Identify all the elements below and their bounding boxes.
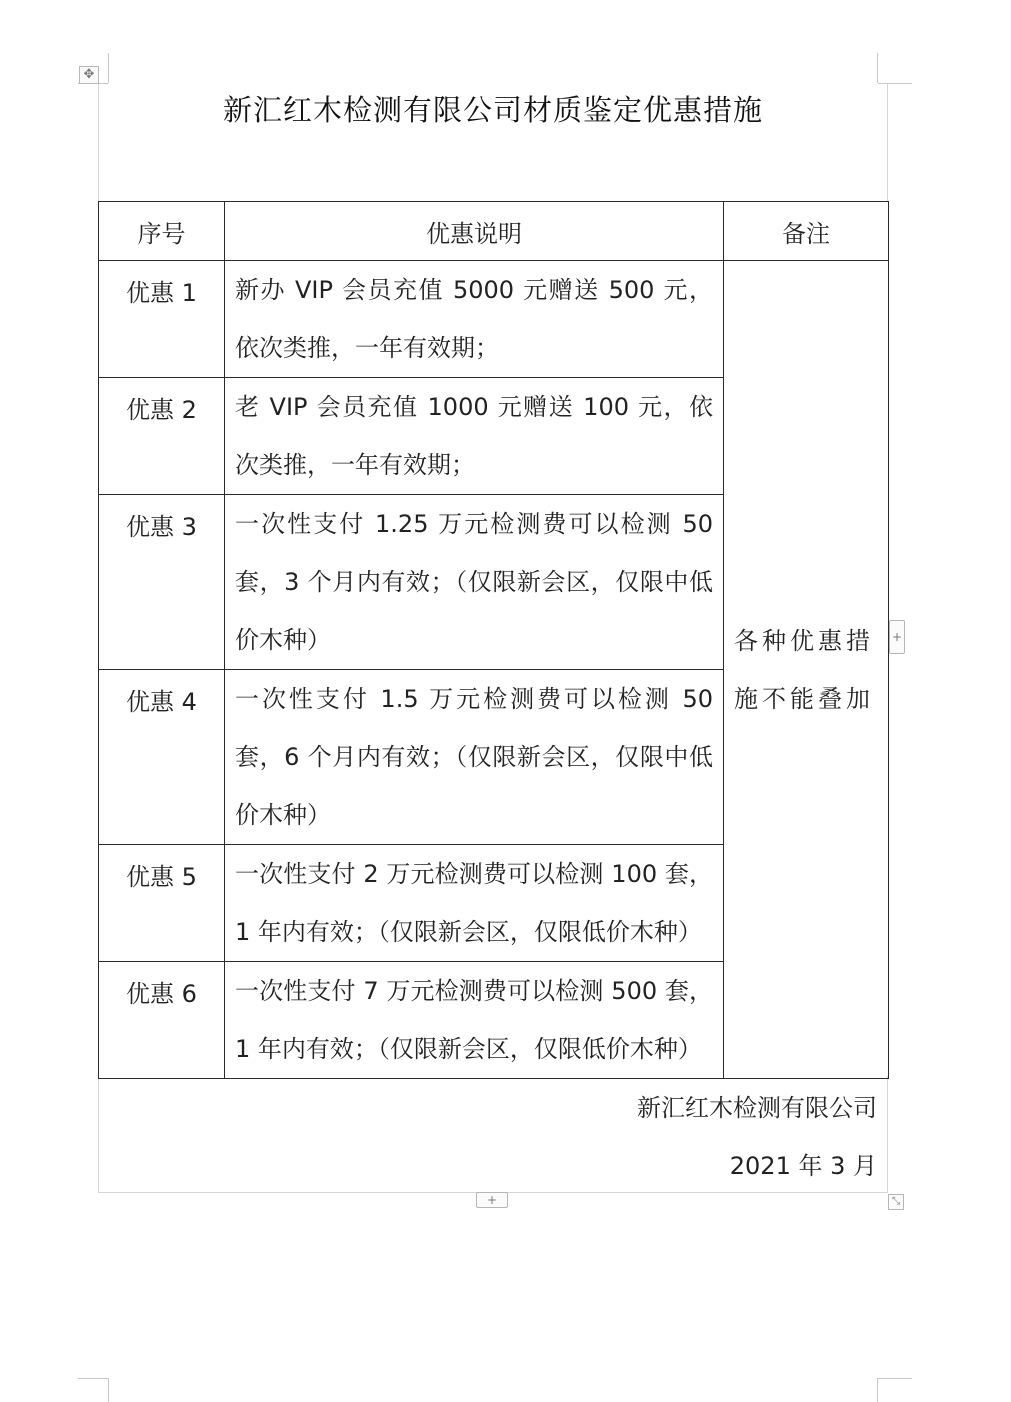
header-number: 序号 [99,202,225,261]
header-note: 备注 [724,202,889,261]
frame-left-bottom [98,1076,99,1193]
crop-mark-top-right-h [878,83,912,84]
row-description: 一次性支付 1.25 万元检测费可以检测 50 套，3 个月内有效；（仅限新会区，仅限中低价木种） [225,495,724,670]
add-row-button[interactable] [476,1192,508,1208]
resize-icon[interactable]: ⤡ [888,1194,904,1210]
add-column-button[interactable] [889,620,905,654]
crop-mark-bottom-left-h [78,1378,108,1379]
footer-company: 新汇红木检测有限公司 [637,1094,877,1122]
row-number: 优惠 4 [99,670,225,845]
row-description: 一次性支付 7 万元检测费可以检测 500 套，1 年内有效；（仅限新会区，仅限低价木种） [225,962,724,1079]
crop-mark-bottom-left-v [108,1378,109,1402]
row-number: 优惠 1 [99,261,225,378]
row-number: 优惠 3 [99,495,225,670]
row-description: 一次性支付 2 万元检测费可以检测 100 套，1 年内有效；（仅限新会区，仅限低价木种） [225,845,724,962]
note-cell: 各种优惠措施不能叠加 [724,261,889,1079]
row-description: 新办 VIP 会员充值 5000 元赠送 500 元，依次类推，一年有效期； [225,261,724,378]
move-icon[interactable]: ✥ [79,66,99,84]
table-header-row [99,202,889,261]
plus-icon: + [891,630,903,644]
header-description: 优惠说明 [225,202,724,261]
plus-icon: + [486,1193,498,1207]
frame-right-bottom [887,1076,888,1193]
crop-mark-bottom-right-v [877,1378,878,1402]
page-title: 新汇红木检测有限公司材质鉴定优惠措施 [222,93,763,127]
offers-table [98,201,889,1079]
row-number: 优惠 5 [99,845,225,962]
table-row [99,261,889,378]
row-number: 优惠 2 [99,378,225,495]
footer-date: 2021 年 3 月 [729,1152,877,1180]
crop-mark-top-left-v [108,53,109,83]
row-description: 老 VIP 会员充值 1000 元赠送 100 元，依次类推，一年有效期； [225,378,724,495]
crop-mark-bottom-right-h [878,1378,912,1379]
row-description: 一次性支付 1.5 万元检测费可以检测 50 套，6 个月内有效；（仅限新会区，仅限中低价木种） [225,670,724,845]
row-number: 优惠 6 [99,962,225,1079]
crop-mark-top-right-v [877,53,878,83]
